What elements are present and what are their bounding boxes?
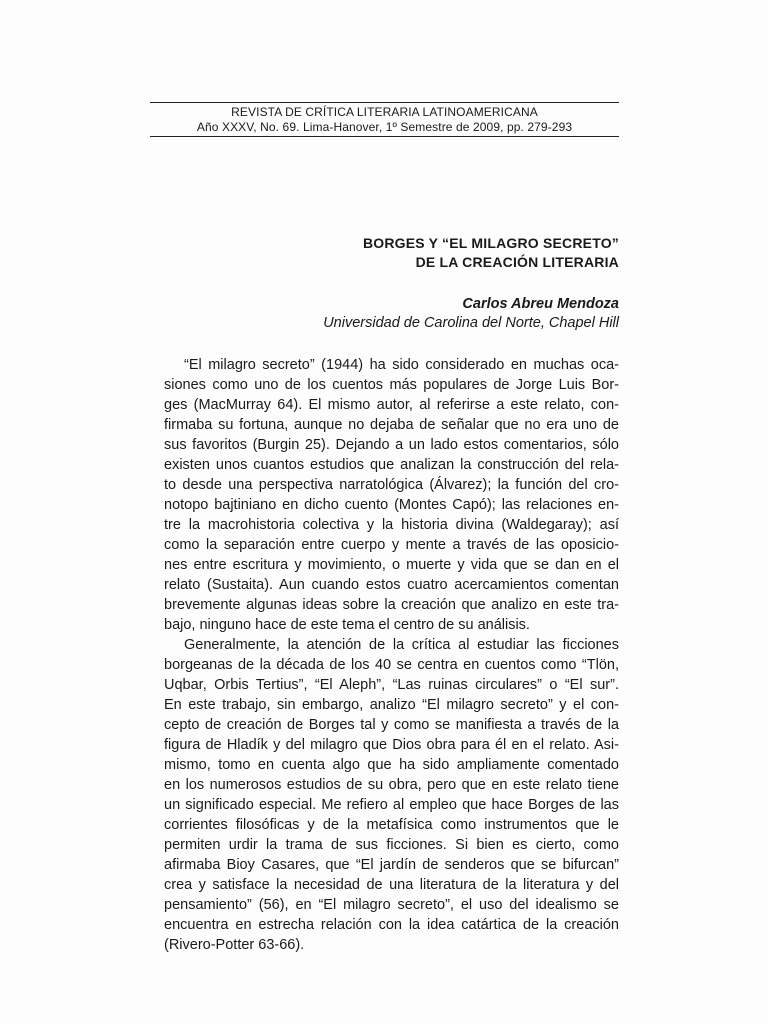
text-line: to desde una perspectiva narratológica (Álvarez); la función del cro- xyxy=(164,477,619,493)
article-body xyxy=(164,355,619,955)
text-line: “El milagro secreto” (1944) ha sido considerado en muchas oca- xyxy=(184,357,619,373)
text-line: ges (MacMurray 64). El mismo autor, al referirse a este relato, con- xyxy=(164,397,619,413)
text-line: existen unos cuantos estudios que analizan la construcción del rela- xyxy=(164,457,619,473)
text-line: mismo, tomo en cuenta algo que ha sido ampliamente comentado xyxy=(164,757,619,773)
text-line: afirmaba Bioy Casares, que “El jardín de senderos que se bifurcan” xyxy=(164,857,619,873)
text-line: nes entre escritura y movimiento, o muerte y vida que se dan en el xyxy=(164,557,619,573)
text-line: Uqbar, Orbis Tertius”, “El Aleph”, “Las ruinas circulares” o “El sur”. xyxy=(164,677,619,693)
text-line: pensamiento” (56), en “El milagro secreto”, el uso del idealismo se xyxy=(164,897,619,913)
text-line: tre la macrohistoria colectiva y la historia divina (Waldegaray); así xyxy=(164,517,619,533)
text-line: bajo, ninguno hace de este tema el centro de su análisis. xyxy=(164,617,530,633)
article-title-line-1: BORGES Y “EL MILAGRO SECRETO” xyxy=(362,235,619,251)
paragraph-1 xyxy=(164,355,619,635)
document-page xyxy=(150,0,619,1024)
text-line: notopo bajtiniano en dicho cuento (Montes Capó); las relaciones en- xyxy=(164,497,619,513)
paragraph-2 xyxy=(164,635,619,955)
text-line: brevemente algunas ideas sobre la creación que analizo en este tra- xyxy=(164,597,619,613)
text-line: Generalmente, la atención de la crítica al estudiar las ficciones xyxy=(184,637,619,653)
text-line: crea y satisface la necesidad de una literatura de la literatura y del xyxy=(164,877,619,893)
header-bottom-rule xyxy=(150,136,619,137)
article-title-line-2: DE LA CREACIÓN LITERARIA xyxy=(415,254,619,270)
header-top-rule xyxy=(150,102,619,103)
text-line: en los numerosos estudios de su obra, pero que en este relato tiene xyxy=(164,777,619,793)
text-line: permiten urdir la trama de sus ficciones. Si bien es cierto, como xyxy=(164,837,619,853)
text-line: siones como uno de los cuentos más populares de Jorge Luis Bor- xyxy=(164,377,619,393)
text-line: encuentra en estrecha relación con la idea catártica de la creación xyxy=(164,917,619,933)
text-line: En este trabajo, sin embargo, analizo “El milagro secreto” y el con- xyxy=(164,697,619,713)
text-line: cepto de creación de Borges tal y como se manifiesta a través de la xyxy=(164,717,619,733)
text-line: un significado especial. Me refiero al empleo que hace Borges de las xyxy=(164,797,619,813)
text-line: borgeanas de la década de los 40 se centra en cuentos como “Tlön, xyxy=(164,657,619,673)
journal-issue-line: Año XXXV, No. 69. Lima-Hanover, 1º Semestre de 2009, pp. 279-293 xyxy=(196,120,573,134)
author-name: Carlos Abreu Mendoza xyxy=(462,296,619,312)
text-line: sus favoritos (Burgin 25). Dejando a un lado estos comentarios, sólo xyxy=(164,437,619,453)
text-line: (Rivero-Potter 63-66). xyxy=(164,937,305,953)
text-line: figura de Hladík y del milagro que Dios obra para él en el relato. Asi- xyxy=(164,737,619,753)
text-line: corrientes filosóficas y de la metafísica como instrumentos que le xyxy=(164,817,619,833)
journal-name: REVISTA DE CRÍTICA LITERARIA LATINOAMERICANA xyxy=(231,105,538,119)
author-affiliation: Universidad de Carolina del Norte, Chapel Hill xyxy=(323,315,619,331)
text-line: firmaba su fortuna, aunque no dejaba de señalar que no era uno de xyxy=(164,417,619,433)
text-line: como la separación entre cuerpo y mente a través de las oposicio- xyxy=(164,537,619,553)
text-line: relato (Sustaita). Aun cuando estos cuatro acercamientos comentan xyxy=(164,577,619,593)
